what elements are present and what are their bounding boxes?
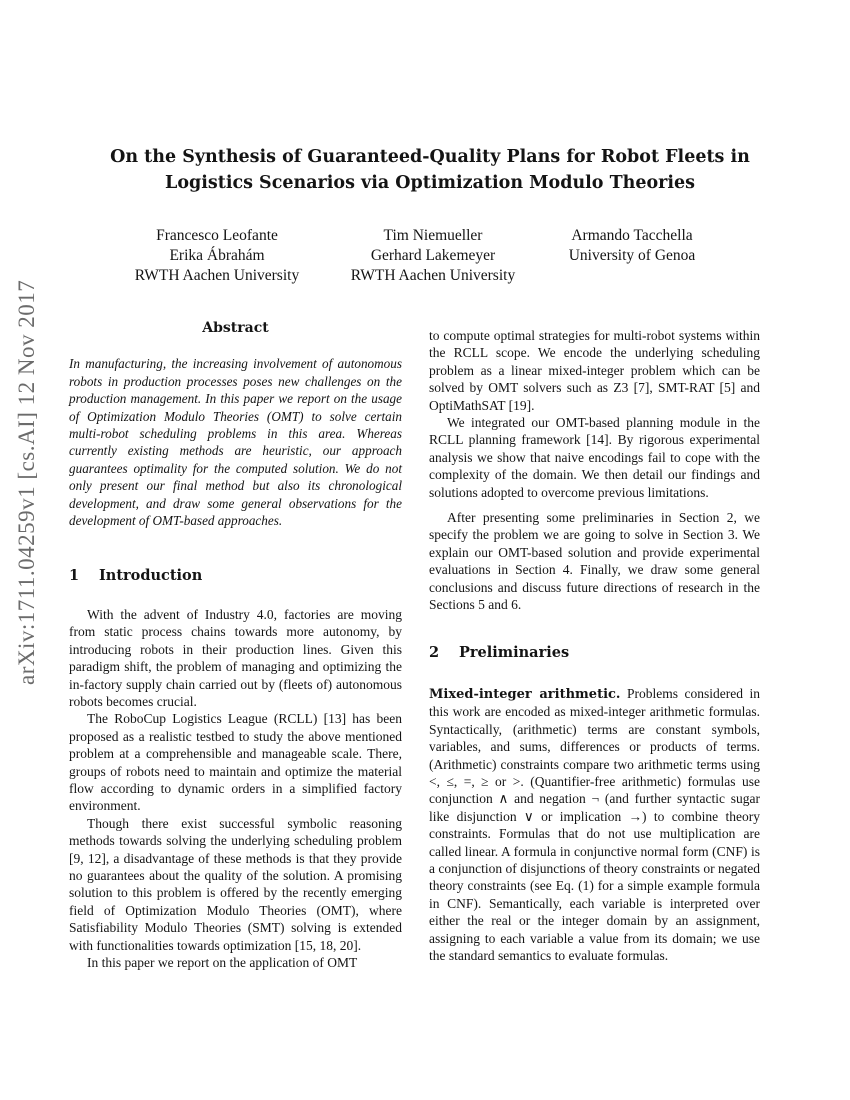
author-affiliation: University of Genoa [568,247,696,264]
preliminaries-paragraph [429,685,760,965]
intro-paragraph: In this paper we report on the application of OMT [87,955,358,970]
intro-paragraph: We integrated our OMT-based planning module in the RCLL planning framework [14]. By rigorous experimental analysis we show that naive encodings fail to cope with the complexity of the domain. We then detail our findings and solutions adopted to overcome previous limitations. [429,415,760,500]
section-heading-introduction [69,567,402,584]
abstract-heading: Abstract [202,320,269,336]
abstract-text: In manufacturing, the increasing involvement of autonomous robots in production processes poses new challenges on the production management. In this paper we report on the usage of Optimization Modulo Theories (OMT) to solve certain multi-robot scheduling problems in this area. Whereas currently existing methods are heuristic, our approach guarantees optimality for the computed solution. We do not only present our final method but also its chronological development, and draw some general observations for the development of OMT-based approaches. [69,356,402,529]
arxiv-identifier-text: arXiv:1711.04259v1 [cs.AI] 12 Nov 2017 [14,279,39,685]
section-number: 2 [429,643,440,661]
author-affiliation: RWTH Aachen University [134,267,300,284]
author-name: Armando Tacchella [571,227,693,244]
right-column [429,327,760,964]
arxiv-identifier-stamp [14,279,50,685]
title-line-2: Logistics Scenarios via Optimization Modulo Theories [165,173,695,193]
intro-paragraph: The RoboCup Logistics League (RCLL) [13] has been proposed as a realistic testbed to study the above mentioned problem at a comprehensible and manageable scale. There, groups of robots need to maintain and optimize the material flow according to dynamic orders in a simplified factory environment. [69,711,402,814]
author-name: Tim Niemueller [383,227,483,244]
author-name: Francesco Leofante [156,227,278,244]
author-affiliation: RWTH Aachen University [350,267,516,284]
section-title: Introduction [99,567,203,585]
section-number: 1 [69,567,80,585]
author-name: Erika Ábrahám [169,247,265,264]
section-heading-preliminaries [429,644,760,661]
run-in-heading: Mixed-integer arithmetic. [429,686,621,702]
left-column [69,320,402,971]
intro-paragraph: Though there exist successful symbolic reasoning methods towards solving the underlying scheduling problem [9, 12], a disadvantage of these methods is that they provide no guarantees about the quality of the solution. A promising solution to this problem is offered by the recently emerging field of Optimization Modulo Theories (OMT), where Satisfiability Modulo Theories (SMT) solving is extended with functionalities towards optimization [15, 18, 20]. [69,815,402,953]
author-group-1 [122,226,312,286]
preliminaries-text: Problems considered in this work are encoded as mixed-integer arithmetic formulas. Syntactically, (arithmetic) terms are constant symbols, variables, and sums, differences or products of terms. (Arithmetic) constraints compare two arithmetic terms using <, ≤, =, ≥ or >. (Quantifier-free arithmetic) formulas use conjunction ∧ and negation ¬ (and further syntactic sugar like disjunction ∨ or implication →) to combine theory constraints. Formulas that do not use multiplication are called linear. A formula in conjunctive normal form (CNF) is a conjunction of disjunctions of theory constraints or negated theory constraints (see Eq. (1) for a simple example formula in CNF). Semantically, each variable is interpreted over either the real or the integer domain by an assignment, assigning to each variable a value from its domain; we use the standard semantics to evaluate formulas. [429,685,760,963]
intro-paragraph: After presenting some preliminaries in Section 2, we specify the problem we are going to solve in Section 3. We explain our OMT-based solution and provide experimental evaluations in Section 4. Finally, we draw some general conclusions and discuss future directions of research in the Sections 5 and 6. [429,510,760,613]
paper-title [70,144,790,196]
intro-continuation: to compute optimal strategies for multi-robot systems within the RCLL scope. We encode the underlying scheduling problem as a linear mixed-integer problem which can be solved by OMT solvers such as Z3 [7], SMT-RAT [5] and OptiMathSAT [19]. [429,328,760,413]
title-line-1: On the Synthesis of Guaranteed-Quality Plans for Robot Fleets in [110,147,750,167]
author-name: Gerhard Lakemeyer [370,247,496,264]
section-title: Preliminaries [459,643,570,661]
author-group-3 [552,226,712,266]
intro-paragraph: With the advent of Industry 4.0, factories are moving from static process chains towards more autonomy, by introducing robots in their production lines. Given this paradigm shift, the problem of managing and optimizing the in-factory supply chain carried out by (fleets of) autonomous robots becomes crucial. [69,606,402,709]
author-group-2 [338,226,528,286]
